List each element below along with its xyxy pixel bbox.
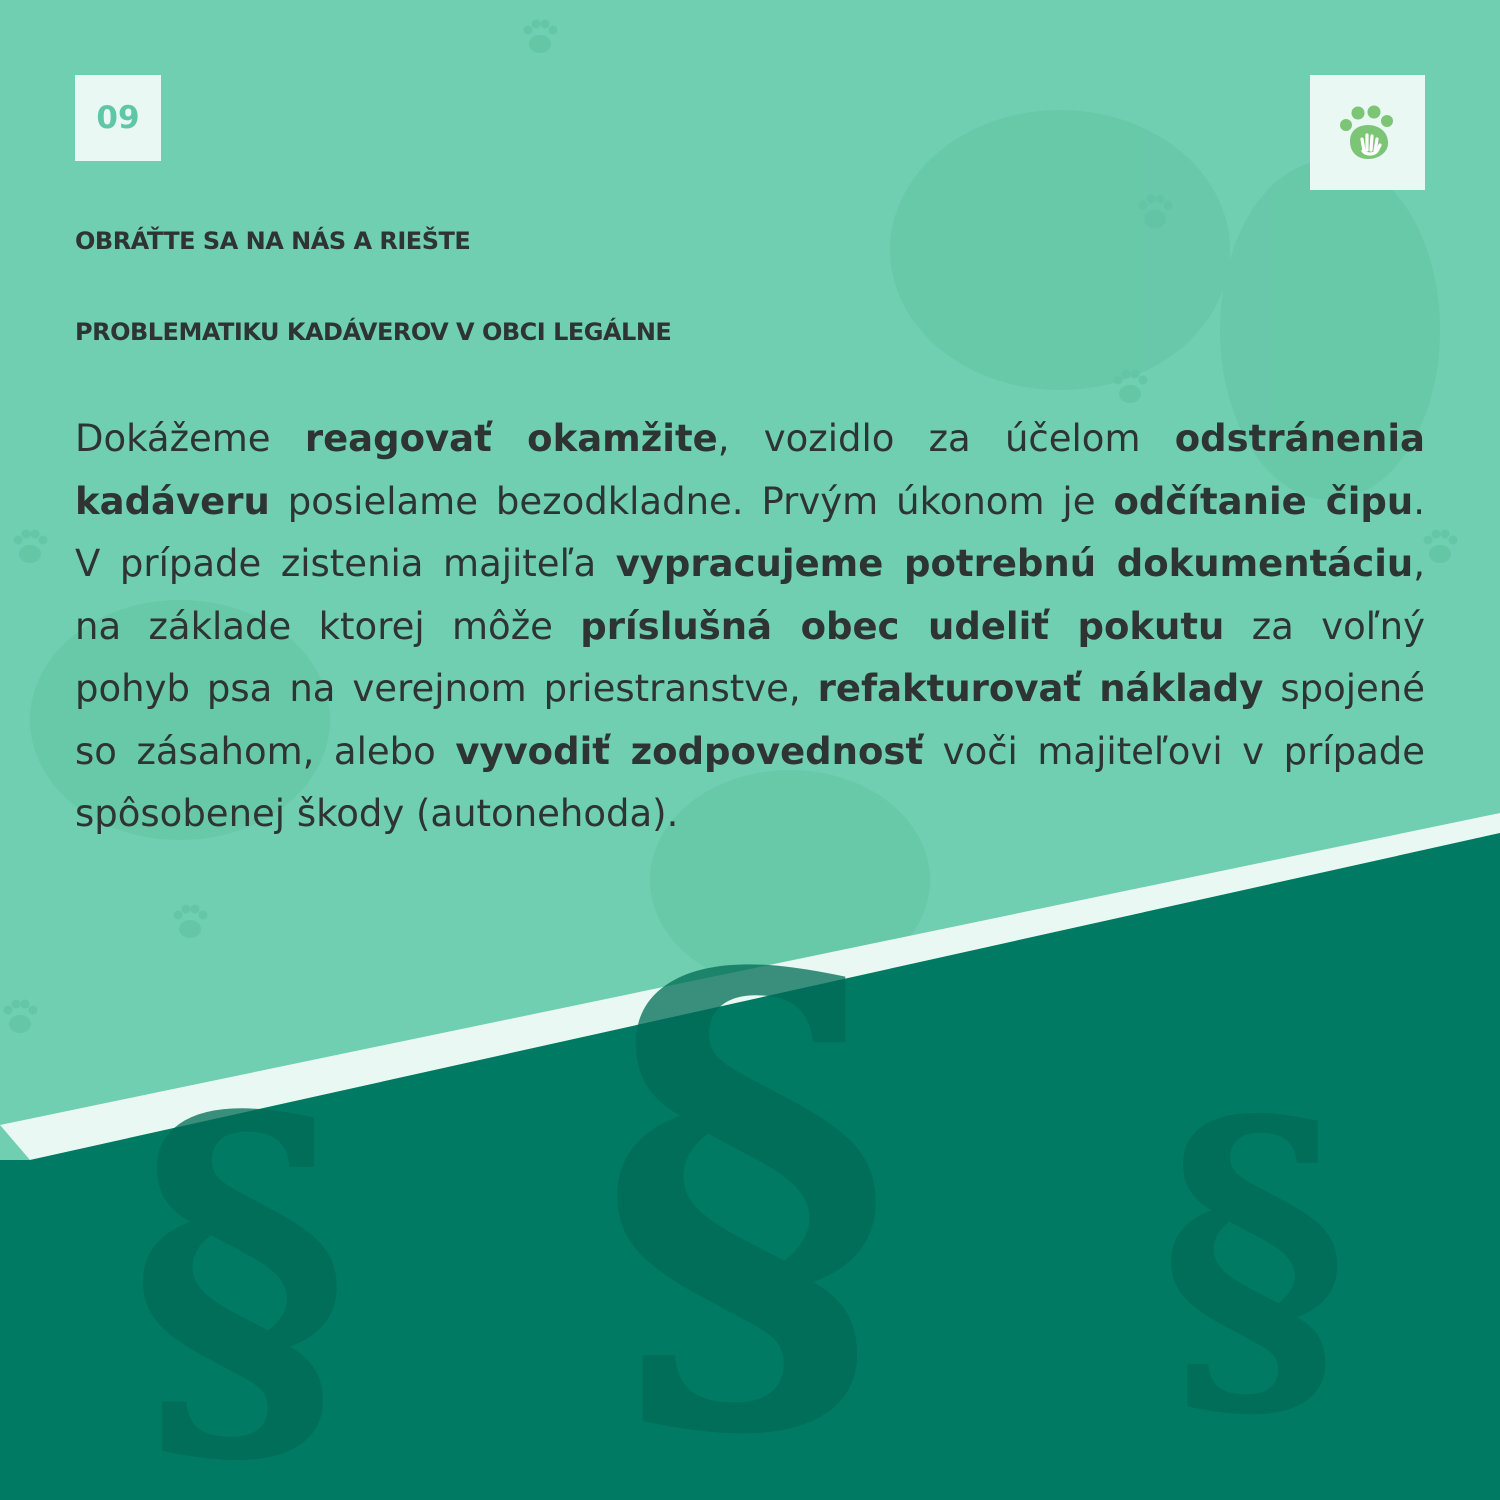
bold-run: vyvodiť zodpovednosť: [455, 729, 924, 773]
body-line-2: [75, 471, 1425, 534]
paw-with-hand-icon: [1336, 101, 1400, 165]
title-line-2: PROBLEMATIKU KADÁVEROV V OBCI LEGÁLNE: [75, 318, 672, 346]
body-paragraph: [75, 408, 1425, 846]
text-run: spôsobenej škody (autonehoda).: [75, 792, 679, 835]
body-line-3: [75, 533, 1425, 596]
section-symbol-3: §: [1160, 1042, 1349, 1465]
body-line-4: [75, 596, 1425, 659]
text-run: na základe ktorej môže: [75, 604, 581, 648]
bold-run: refakturovať náklady: [817, 667, 1264, 710]
text-run: Dokážeme: [75, 417, 305, 460]
text-run: pohyb psa na verejnom priestranstve,: [75, 667, 818, 710]
title-line-1: OBRÁŤTE SA NA NÁS A RIEŠTE: [75, 227, 471, 255]
text-run: , vozidlo za účelom: [717, 417, 1175, 460]
page-title: [75, 196, 1455, 378]
page-number-badge: [75, 75, 161, 161]
text-run: posielame bezodkladne. Prvým úkonom je: [269, 479, 1114, 523]
text-run: voči majiteľovi v prípade: [923, 729, 1425, 773]
page-number: 09: [96, 100, 140, 136]
body-line-6: [75, 721, 1425, 784]
body-line-5: [75, 658, 1425, 721]
bold-run: reagovať okamžite: [304, 417, 718, 460]
body-line-1: [75, 408, 1425, 471]
section-symbol-2: §: [600, 855, 893, 1500]
logo: [1310, 75, 1425, 190]
text-run: ,: [1413, 542, 1425, 585]
bold-run: odstránenia: [1174, 417, 1425, 460]
bold-run: vypracujeme potrebnú dokumentáciu: [615, 542, 1414, 585]
text-run: V prípade zistenia majiteľa: [75, 542, 616, 585]
text-run: .: [1413, 479, 1426, 523]
text-run: za voľný: [1224, 604, 1425, 648]
text-run: so zásahom, alebo: [75, 729, 456, 773]
bold-run: príslušná obec udeliť pokutu: [580, 604, 1225, 648]
bold-run: kadáveru: [75, 479, 270, 523]
body-line-7: [75, 783, 1425, 846]
bold-run: odčítanie čipu: [1113, 479, 1414, 523]
text-run: spojené: [1263, 667, 1425, 710]
section-symbol-1: §: [130, 1027, 350, 1500]
